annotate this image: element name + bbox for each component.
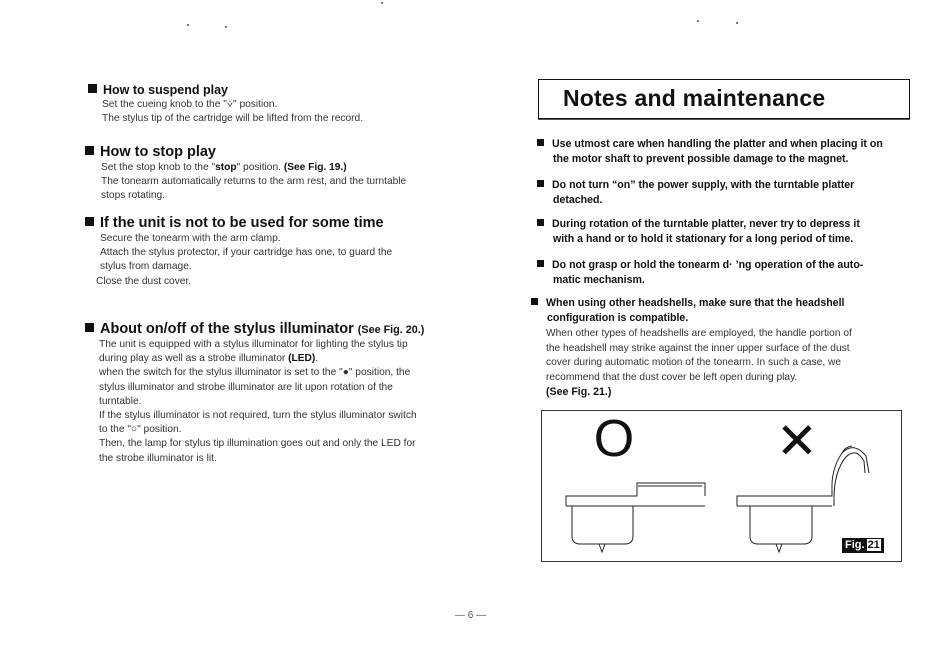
section-body [85, 161, 465, 204]
body-line: stylus from damage. [100, 261, 192, 273]
body-line: stops rotating. [101, 190, 165, 202]
body-line: Then, the lamp for stylus tip illumination goes out and only the LED for [99, 438, 416, 450]
body-line: when the switch for the stylus illuminator is set to the "●" position, the [99, 367, 411, 379]
body-line: Set the cueing knob to the "⩒" position. [102, 99, 278, 110]
page-title-box [538, 79, 910, 119]
bullet-square-icon [85, 323, 94, 332]
body-line: Secure the tonearm with the arm clamp. [100, 233, 281, 244]
bullet-square-icon [537, 260, 544, 267]
note-item: Use utmost care when handling the platter and when placing it on the motor shaft to prevent possible damage to the magnet. [537, 137, 912, 166]
bullet-square-icon [531, 298, 538, 305]
section-body [88, 98, 468, 126]
bullet-square-icon [85, 217, 94, 226]
ok-symbol-icon: O [593, 411, 635, 468]
ng-symbol-icon: ✕ [776, 413, 818, 469]
note-item: During rotation of the turntable platter, never try to depress it with a hand or to hold it stationary for a long period of time. [537, 217, 912, 246]
section-heading: If the unit is not to be used for some time [85, 215, 465, 231]
section-body [85, 232, 465, 289]
body-line: The stylus tip of the cartridge will be lifted from the record. [102, 113, 364, 125]
unused-section [85, 215, 465, 289]
body-line: the headshell may strike against the inner upper surface of the dust [546, 342, 850, 354]
body-line: The unit is equipped with a stylus illuminator for lighting the stylus tip [99, 339, 408, 350]
scan-speck [697, 20, 699, 22]
body-line: turntable. [99, 395, 142, 407]
body-line: stylus illuminator and strobe illuminator are lit upon rotation of the [99, 381, 393, 393]
note-item: When using other headshells, make sure that the headshell configuration is compatible. [531, 296, 911, 325]
bullet-square-icon [537, 139, 544, 146]
scan-speck [225, 26, 227, 28]
figure-label: Fig. 21 [842, 538, 884, 553]
figure-reference: (See Fig. 21.) [546, 386, 612, 399]
body-line: recommend that the dust cover be left open during play. [546, 371, 798, 383]
section-heading: How to stop play [85, 144, 465, 160]
scan-speck [187, 24, 189, 26]
section-body [85, 338, 465, 466]
body-line: If the stylus illuminator is not required, turn the stylus illuminator switch [99, 410, 417, 422]
section-heading: About on/off of the stylus illuminator (See Fig. 20.) [85, 321, 465, 337]
page-title: Notes and maintenance [563, 85, 826, 111]
note-item: Do not turn “on” the power supply, with the turntable platter detached. [537, 178, 912, 207]
body-line: cover during automatic motion of the tonearm. In such a case, we [546, 357, 842, 369]
title-underline [538, 119, 910, 120]
note-item: Do not grasp or hold the tonearm d· ’ng operation of the auto- matic mechanism. [537, 258, 912, 287]
figure-21 [541, 410, 902, 562]
scan-speck [381, 2, 383, 4]
body-line: Attach the stylus protector, if your cartridge has one, to guard the [100, 247, 393, 259]
bullet-square-icon [85, 146, 94, 155]
body-line: The tonearm automatically returns to the arm rest, and the turntable [101, 176, 407, 188]
bullet-square-icon [537, 180, 544, 187]
body-line: When other types of headshells are employed, the handle portion of [546, 328, 852, 339]
section-heading: How to suspend play [88, 83, 468, 97]
body-line: during play as well as a strobe illuminator (LED). [99, 353, 319, 365]
scan-speck [736, 22, 738, 24]
body-line: the strobe illuminator is lit. [99, 452, 217, 464]
headshell-explanation [546, 327, 911, 400]
page-number: — 6 — [455, 610, 487, 621]
bullet-square-icon [88, 84, 97, 93]
body-line: to the "○" position. [99, 424, 182, 436]
bullet-square-icon [537, 219, 544, 226]
body-line: Set the stop knob to the "stop" position. (See Fig. 19.) [101, 162, 347, 173]
illuminator-section [85, 321, 465, 466]
suspend-section [88, 83, 468, 126]
stop-section [85, 144, 465, 204]
ok-headshell-drawing-icon [566, 483, 705, 552]
body-line: Close the dust cover. [96, 275, 192, 287]
